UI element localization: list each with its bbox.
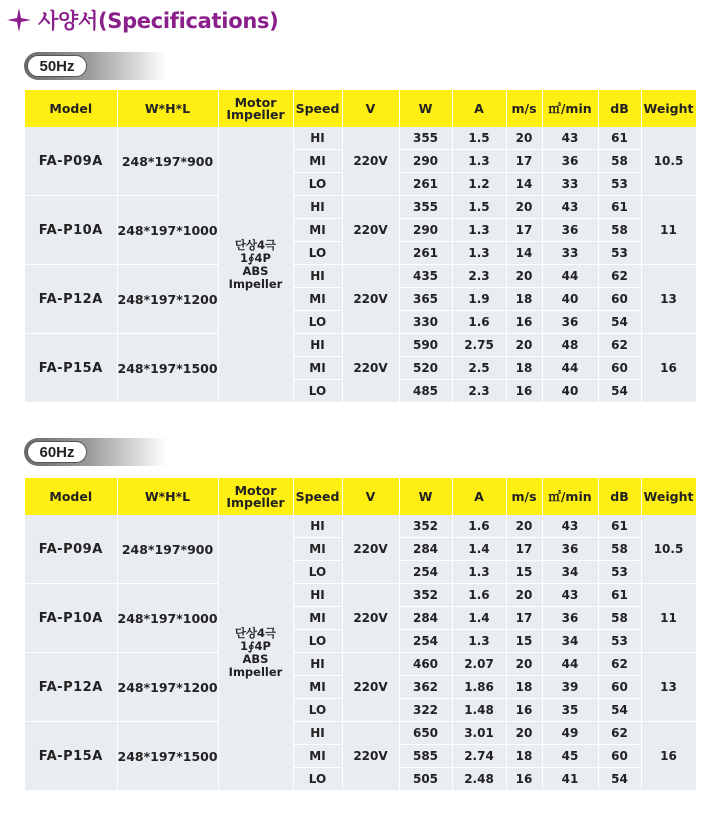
velocity-cell: 18 [506, 676, 542, 699]
velocity-cell: 15 [506, 561, 542, 584]
noise-db-cell: 62 [598, 265, 641, 288]
amp-cell: 1.2 [452, 173, 506, 196]
header-motor-line1: Motor [234, 482, 277, 498]
header-flow: ㎥/min [542, 90, 598, 127]
header-db: dB [598, 478, 641, 515]
speed-cell: HI [293, 127, 342, 150]
noise-db-cell: 58 [598, 219, 641, 242]
velocity-cell: 20 [506, 196, 542, 219]
watt-cell: 362 [399, 676, 452, 699]
amp-cell: 1.5 [452, 196, 506, 219]
voltage-cell: 220V [342, 265, 399, 334]
frequency-badge-50hz [24, 52, 166, 80]
table-row [25, 584, 696, 607]
velocity-cell: 20 [506, 515, 542, 538]
header-flow: ㎥/min [542, 478, 598, 515]
speed-cell: MI [293, 745, 342, 768]
velocity-cell: 16 [506, 311, 542, 334]
airflow-cell: 39 [542, 676, 598, 699]
velocity-cell: 20 [506, 584, 542, 607]
airflow-cell: 36 [542, 150, 598, 173]
header-v: V [342, 478, 399, 515]
amp-cell: 1.3 [452, 561, 506, 584]
speed-cell: LO [293, 561, 342, 584]
airflow-cell: 43 [542, 127, 598, 150]
noise-db-cell: 60 [598, 676, 641, 699]
noise-db-cell: 53 [598, 242, 641, 265]
airflow-cell: 35 [542, 699, 598, 722]
speed-cell: HI [293, 515, 342, 538]
speed-cell: MI [293, 538, 342, 561]
velocity-cell: 15 [506, 630, 542, 653]
badge-label: 60Hz [27, 441, 87, 463]
table-row [25, 265, 696, 288]
voltage-cell: 220V [342, 127, 399, 196]
velocity-cell: 17 [506, 538, 542, 561]
amp-cell: 2.3 [452, 265, 506, 288]
amp-cell: 1.48 [452, 699, 506, 722]
weight-cell: 13 [641, 265, 696, 334]
dimensions-cell: 248*197*1200 [117, 265, 218, 334]
watt-cell: 355 [399, 196, 452, 219]
dimensions-cell: 248*197*900 [117, 515, 218, 584]
weight-cell: 16 [641, 334, 696, 403]
watt-cell: 590 [399, 334, 452, 357]
airflow-cell: 45 [542, 745, 598, 768]
watt-cell: 365 [399, 288, 452, 311]
dimensions-cell: 248*197*1500 [117, 722, 218, 791]
weight-cell: 11 [641, 196, 696, 265]
amp-cell: 2.48 [452, 768, 506, 791]
dimensions-cell: 248*197*1000 [117, 196, 218, 265]
watt-cell: 284 [399, 607, 452, 630]
watt-cell: 355 [399, 127, 452, 150]
motor-line4: Impeller [228, 664, 283, 679]
noise-db-cell: 61 [598, 584, 641, 607]
velocity-cell: 20 [506, 653, 542, 676]
speed-cell: LO [293, 173, 342, 196]
watt-cell: 650 [399, 722, 452, 745]
header-ms: m/s [506, 478, 542, 515]
table-row [25, 127, 696, 150]
speed-cell: MI [293, 357, 342, 380]
noise-db-cell: 61 [598, 127, 641, 150]
model-cell: FA-P12A [25, 265, 117, 334]
table-row [25, 722, 696, 745]
model-cell: FA-P15A [25, 722, 117, 791]
watt-cell: 352 [399, 584, 452, 607]
spec-table-60hz [25, 478, 697, 791]
speed-cell: LO [293, 630, 342, 653]
voltage-cell: 220V [342, 722, 399, 791]
header-db: dB [598, 90, 641, 127]
velocity-cell: 17 [506, 607, 542, 630]
airflow-cell: 41 [542, 768, 598, 791]
motor-impeller-cell [218, 127, 293, 403]
noise-db-cell: 60 [598, 288, 641, 311]
airflow-cell: 40 [542, 288, 598, 311]
header-w: W [399, 478, 452, 515]
airflow-cell: 44 [542, 357, 598, 380]
model-cell: FA-P15A [25, 334, 117, 403]
amp-cell: 1.3 [452, 219, 506, 242]
header-speed: Speed [293, 478, 342, 515]
model-cell: FA-P09A [25, 127, 117, 196]
amp-cell: 3.01 [452, 722, 506, 745]
speed-cell: LO [293, 242, 342, 265]
header-dims: W*H*L [117, 478, 218, 515]
velocity-cell: 18 [506, 357, 542, 380]
watt-cell: 435 [399, 265, 452, 288]
weight-cell: 13 [641, 653, 696, 722]
speed-cell: LO [293, 699, 342, 722]
noise-db-cell: 61 [598, 515, 641, 538]
motor-line4: Impeller [228, 276, 283, 291]
amp-cell: 1.4 [452, 607, 506, 630]
voltage-cell: 220V [342, 334, 399, 403]
watt-cell: 520 [399, 357, 452, 380]
header-weight: Weight [641, 90, 696, 127]
watt-cell: 254 [399, 561, 452, 584]
speed-cell: HI [293, 265, 342, 288]
voltage-cell: 220V [342, 515, 399, 584]
velocity-cell: 18 [506, 745, 542, 768]
watt-cell: 485 [399, 380, 452, 403]
model-cell: FA-P12A [25, 653, 117, 722]
watt-cell: 585 [399, 745, 452, 768]
watt-cell: 284 [399, 538, 452, 561]
header-row [25, 90, 696, 127]
watt-cell: 254 [399, 630, 452, 653]
airflow-cell: 48 [542, 334, 598, 357]
watt-cell: 330 [399, 311, 452, 334]
motor-line1: 단상4극 [234, 625, 277, 640]
velocity-cell: 16 [506, 699, 542, 722]
motor-line2: 1∮4P [240, 250, 271, 265]
motor-line3: ABS [242, 651, 269, 666]
header-weight: Weight [641, 478, 696, 515]
noise-db-cell: 60 [598, 745, 641, 768]
noise-db-cell: 61 [598, 196, 641, 219]
airflow-cell: 36 [542, 607, 598, 630]
header-model: Model [25, 478, 117, 515]
velocity-cell: 16 [506, 768, 542, 791]
header-w: W [399, 90, 452, 127]
amp-cell: 2.07 [452, 653, 506, 676]
velocity-cell: 18 [506, 288, 542, 311]
header-motor [218, 90, 293, 127]
noise-db-cell: 53 [598, 561, 641, 584]
speed-cell: MI [293, 676, 342, 699]
sparkle-star-icon [6, 7, 32, 33]
speed-cell: HI [293, 653, 342, 676]
amp-cell: 1.6 [452, 584, 506, 607]
noise-db-cell: 58 [598, 607, 641, 630]
amp-cell: 1.5 [452, 127, 506, 150]
velocity-cell: 14 [506, 242, 542, 265]
weight-cell: 10.5 [641, 515, 696, 584]
motor-line3: ABS [242, 263, 269, 278]
speed-cell: HI [293, 584, 342, 607]
amp-cell: 2.75 [452, 334, 506, 357]
speed-cell: MI [293, 288, 342, 311]
header-motor-line2: Impeller [226, 106, 285, 122]
watt-cell: 322 [399, 699, 452, 722]
speed-cell: MI [293, 219, 342, 242]
table-row [25, 653, 696, 676]
speed-cell: HI [293, 196, 342, 219]
amp-cell: 1.6 [452, 515, 506, 538]
title-text: 사양서(Specifications) [38, 9, 279, 33]
amp-cell: 1.3 [452, 150, 506, 173]
header-dims: W*H*L [117, 90, 218, 127]
amp-cell: 1.3 [452, 630, 506, 653]
noise-db-cell: 54 [598, 380, 641, 403]
speed-cell: MI [293, 607, 342, 630]
header-a: A [452, 90, 506, 127]
table-row [25, 196, 696, 219]
amp-cell: 1.3 [452, 242, 506, 265]
speed-cell: HI [293, 722, 342, 745]
table-row [25, 515, 696, 538]
airflow-cell: 43 [542, 196, 598, 219]
watt-cell: 352 [399, 515, 452, 538]
amp-cell: 2.74 [452, 745, 506, 768]
weight-cell: 11 [641, 584, 696, 653]
noise-db-cell: 54 [598, 699, 641, 722]
airflow-cell: 34 [542, 561, 598, 584]
amp-cell: 2.3 [452, 380, 506, 403]
watt-cell: 261 [399, 173, 452, 196]
voltage-cell: 220V [342, 196, 399, 265]
weight-cell: 16 [641, 722, 696, 791]
speed-cell: LO [293, 768, 342, 791]
spec-table-50hz [25, 90, 697, 403]
watt-cell: 290 [399, 150, 452, 173]
airflow-cell: 44 [542, 265, 598, 288]
noise-db-cell: 58 [598, 150, 641, 173]
airflow-cell: 34 [542, 630, 598, 653]
watt-cell: 505 [399, 768, 452, 791]
header-v: V [342, 90, 399, 127]
airflow-cell: 43 [542, 584, 598, 607]
velocity-cell: 17 [506, 219, 542, 242]
motor-line2: 1∮4P [240, 638, 271, 653]
watt-cell: 261 [399, 242, 452, 265]
noise-db-cell: 62 [598, 653, 641, 676]
velocity-cell: 20 [506, 722, 542, 745]
speed-cell: HI [293, 334, 342, 357]
noise-db-cell: 54 [598, 768, 641, 791]
speed-cell: MI [293, 150, 342, 173]
amp-cell: 1.9 [452, 288, 506, 311]
header-motor-line2: Impeller [226, 494, 285, 510]
amp-cell: 1.6 [452, 311, 506, 334]
table-row [25, 334, 696, 357]
watt-cell: 290 [399, 219, 452, 242]
airflow-cell: 44 [542, 653, 598, 676]
amp-cell: 1.4 [452, 538, 506, 561]
velocity-cell: 20 [506, 265, 542, 288]
noise-db-cell: 60 [598, 357, 641, 380]
model-cell: FA-P10A [25, 584, 117, 653]
dimensions-cell: 248*197*1000 [117, 584, 218, 653]
velocity-cell: 16 [506, 380, 542, 403]
dimensions-cell: 248*197*900 [117, 127, 218, 196]
page-title [6, 4, 278, 36]
noise-db-cell: 53 [598, 173, 641, 196]
airflow-cell: 43 [542, 515, 598, 538]
header-model: Model [25, 90, 117, 127]
velocity-cell: 17 [506, 150, 542, 173]
airflow-cell: 36 [542, 219, 598, 242]
amp-cell: 1.86 [452, 676, 506, 699]
airflow-cell: 40 [542, 380, 598, 403]
header-speed: Speed [293, 90, 342, 127]
header-row [25, 478, 696, 515]
weight-cell: 10.5 [641, 127, 696, 196]
motor-impeller-cell [218, 515, 293, 791]
motor-line1: 단상4극 [234, 237, 277, 252]
noise-db-cell: 54 [598, 311, 641, 334]
airflow-cell: 33 [542, 173, 598, 196]
speed-cell: LO [293, 380, 342, 403]
speed-cell: LO [293, 311, 342, 334]
amp-cell: 2.5 [452, 357, 506, 380]
model-cell: FA-P09A [25, 515, 117, 584]
noise-db-cell: 62 [598, 334, 641, 357]
airflow-cell: 36 [542, 538, 598, 561]
header-motor [218, 478, 293, 515]
header-motor-line1: Motor [234, 94, 277, 110]
model-cell: FA-P10A [25, 196, 117, 265]
voltage-cell: 220V [342, 584, 399, 653]
frequency-badge-60hz [24, 438, 166, 466]
dimensions-cell: 248*197*1500 [117, 334, 218, 403]
dimensions-cell: 248*197*1200 [117, 653, 218, 722]
airflow-cell: 49 [542, 722, 598, 745]
header-ms: m/s [506, 90, 542, 127]
velocity-cell: 20 [506, 334, 542, 357]
velocity-cell: 14 [506, 173, 542, 196]
velocity-cell: 20 [506, 127, 542, 150]
noise-db-cell: 53 [598, 630, 641, 653]
airflow-cell: 33 [542, 242, 598, 265]
voltage-cell: 220V [342, 653, 399, 722]
noise-db-cell: 58 [598, 538, 641, 561]
header-a: A [452, 478, 506, 515]
airflow-cell: 36 [542, 311, 598, 334]
badge-label: 50Hz [27, 55, 87, 77]
noise-db-cell: 62 [598, 722, 641, 745]
watt-cell: 460 [399, 653, 452, 676]
